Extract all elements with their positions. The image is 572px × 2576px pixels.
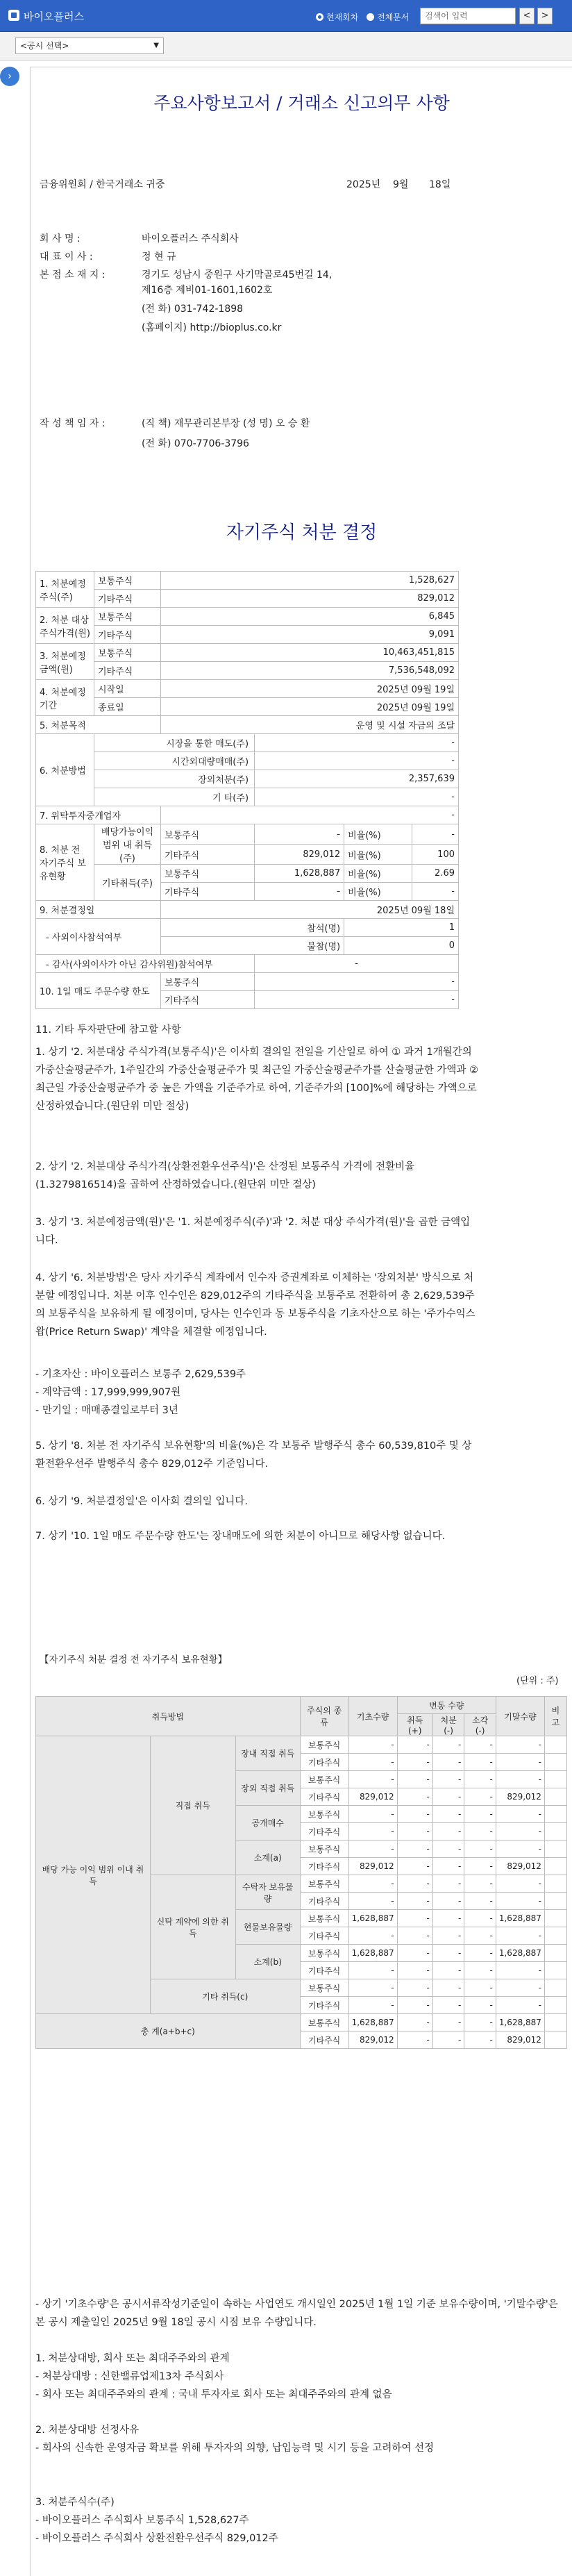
t2-cell: - (432, 1979, 464, 1997)
radio-current-label: 현재회차 (326, 13, 359, 22)
t2-cell: - (397, 1736, 432, 1754)
t2-cell: 829,012 (496, 1858, 544, 1875)
t2-cell: 기타주식 (300, 1997, 348, 2014)
t2-cell: - (432, 1893, 464, 1910)
t1-value: 6,845 (161, 608, 459, 626)
t2-cell: - (432, 1875, 464, 1893)
t1-r8b: 기타취득(주) (94, 865, 161, 901)
t2-cell: - (397, 1910, 432, 1927)
company-phone: (전 화) 031-742-1898 (142, 304, 244, 315)
t1-type: 보통주식 (94, 644, 161, 662)
t2-cell: - (432, 2014, 464, 2031)
t1-ratio: 비율(%) (344, 845, 412, 865)
t1-row8-label: 8. 처분 전 자기주식 보유현황 (36, 824, 94, 901)
t1-value: - (255, 883, 344, 901)
t2-cell (544, 1858, 566, 1875)
radio-all-docs[interactable] (367, 11, 409, 23)
t1-start: 시작일 (94, 680, 161, 698)
t1-value: 100 (412, 845, 459, 865)
company-label-name: 회 사 명 : (40, 233, 81, 244)
note-4b: - 계약금액 : 17,999,999,907원 (35, 1387, 181, 1398)
company-address-1: 경기도 성남시 중원구 사기막골로45번길 14, (142, 269, 333, 281)
t1-ratio: 비율(%) (344, 824, 412, 845)
t2-cell: - (397, 2031, 432, 2049)
date-month: 9월 (393, 179, 409, 190)
t2-cell: 기타 취득(c) (150, 1979, 300, 2014)
t2-head: 비고 (544, 1697, 566, 1736)
t2-cell: 보통주식 (300, 1806, 348, 1823)
t2-cell: 공개매수 (235, 1806, 300, 1840)
t2-cell: - (496, 1962, 544, 1979)
t1-type: 보통주식 (94, 608, 161, 626)
top-bar (0, 0, 572, 32)
t1-value: - (255, 824, 344, 845)
notes2-6: 3. 처분주식수(주) (35, 2497, 115, 2508)
t2-cell: - (397, 1945, 432, 1962)
t2-cell: - (397, 1771, 432, 1788)
t2-cell (544, 1771, 566, 1788)
t2-cell: - (432, 1736, 464, 1754)
t2-cell: - (348, 1875, 397, 1893)
t1-value: - (255, 734, 459, 752)
t2-cell (544, 2031, 566, 2049)
t2-cell: - (397, 1875, 432, 1893)
date-day: 18일 (429, 179, 451, 190)
note-4c: - 만기일 : 매매종결일로부터 3년 (35, 1405, 178, 1416)
t1-type: 보통주식 (94, 572, 161, 590)
addressee: 금융위원회 / 한국거래소 귀중 (40, 179, 165, 190)
t2-head: 취득(+) (397, 1714, 432, 1736)
t2-cell: - (464, 1875, 496, 1893)
company-homepage: (홈페이지) http://bioplus.co.kr (142, 322, 282, 333)
t2-cell (544, 1823, 566, 1840)
note-4: 4. 상기 '6. 처분방법'은 당사 자기주식 계좌에서 인수자 증권계좌로 이체하는 '장외처분' 방식으로 처분할 예정입니다. 처분 이후 인수인은 829,012주의 기타주식을 보통주로 전환하여 총 2,629,539주의 보통주식을 보유하게 될 예정이며, 당사는 인수인과 동 보통주식을 기초자산으로 하는 '주가수익스왑(Price Return Swap)' 계약을 체결할 예정입니다. (35, 1272, 476, 1338)
t1-value: 2025년 09월 19일 (161, 680, 459, 698)
t1-end: 종료일 (94, 698, 161, 716)
note-5: 5. 상기 '8. 처분 전 자기주식 보유현황'의 비율(%)은 각 보통주 발행주식 총수 60,539,810주 및 상환전환우선주 발행주식 총수 829,012주 기준입니다. (35, 1440, 472, 1470)
t1-value: 10,463,451,815 (161, 644, 459, 662)
t2-cell: 보통주식 (300, 1736, 348, 1754)
t2-cell: - (496, 1840, 544, 1858)
t2-cell: 1,628,887 (348, 1945, 397, 1962)
t2-cell: - (464, 1945, 496, 1962)
sidebar-toggle-button[interactable]: › (0, 67, 19, 86)
notes2-1: 1. 처분상대방, 회사 또는 최대주주와의 관계 (35, 2353, 230, 2364)
t2-cell: 보통주식 (300, 1945, 348, 1962)
t2-cell: 소계(a) (235, 1840, 300, 1875)
t1-row9a-label: - 사외이사참석여부 (36, 919, 161, 955)
t2-cell (544, 1736, 566, 1754)
t2-head: 변동 수량 (397, 1697, 496, 1714)
t2-cell: 장내 직접 취득 (235, 1736, 300, 1771)
t2-cell: - (432, 1788, 464, 1806)
t1-type: 보통주식 (161, 865, 255, 883)
t2-cell: - (464, 1840, 496, 1858)
t2-cell: - (464, 1962, 496, 1979)
radio-on-icon (316, 13, 323, 21)
logo-icon (8, 10, 19, 21)
writer-phone: (전 화) 070-7706-3796 (142, 438, 249, 449)
t1-type: 기타주식 (94, 626, 161, 644)
note-1: 1. 상기 '2. 처분대상 주식가격(보통주식)'은 이사회 결의일 전일을 기산일로 하여 ① 과거 1개월간의 가중산술평균주가, 1주일간의 가중산술평균주가 및 최근일 가중산술평균주가를 산술평균한 가액과 ② 최근일 가중산술평균주가 중 높은 가액을 기준주가로 하여, 기준주가의 [100]%에 해당하는 가액으로 산정하였습니다.(원단위 미만 절상) (35, 1047, 478, 1112)
t2-cell: - (496, 1875, 544, 1893)
company-label-address: 본 점 소 재 지 : (40, 269, 106, 281)
t2-cell: - (496, 1997, 544, 2014)
t1-value: 2025년 09월 19일 (161, 698, 459, 716)
note-4a: - 기초자산 : 바이오플러스 보통주 2,629,539주 (35, 1369, 246, 1380)
t2-cell: - (397, 1840, 432, 1858)
t2-cell: - (348, 1736, 397, 1754)
t2-cell: 보통주식 (300, 1875, 348, 1893)
t2-note: - 상기 '기초수량'은 공시서류작성기준일이 속하는 사업연도 개시일인 2025년 1월 1일 기준 보유수량이며, '기말수량'은 본 공시 제출일인 2025년 9월 18일 공시 시점 보유 수량입니다. (35, 2299, 558, 2328)
note-heading: 11. 기타 투자판단에 참고할 사항 (35, 1024, 181, 1036)
t1-method: 장외처분(주) (94, 770, 255, 788)
page-title: 주요사항보고서 / 거래소 신고의무 사항 (153, 93, 450, 113)
writer-label: 작 성 책 임 자 : (40, 418, 106, 429)
t2-head: 기초수량 (348, 1697, 397, 1736)
company-name: 바이오플러스 주식회사 (142, 233, 239, 244)
t2-cell: 장외 직접 취득 (235, 1771, 300, 1806)
note-2: 2. 상기 '2. 처분대상 주식가격(상환전환우선주식)'은 산정된 보통주식 가격에 전환비율(1.327981651​4)을 곱하여 산정하였습니다.(원단위 미만 절상) (35, 1161, 415, 1190)
t2-cell: - (432, 1997, 464, 2014)
t2-cell: 기타주식 (300, 1788, 348, 1806)
t2-cell: - (464, 2031, 496, 2049)
notes2-3: - 회사 또는 최대주주와의 관계 : 국내 투자자로 회사 또는 최대주주와의 관계 없음 (35, 2389, 392, 2400)
t2-cell: 소계(b) (235, 1945, 300, 1979)
select-bar (0, 32, 572, 61)
t1-row10-label: 10. 1일 매도 주문수량 한도 (36, 973, 161, 1009)
t2-cell: - (464, 1806, 496, 1823)
t2-cell: - (397, 1806, 432, 1823)
t2-cell: - (432, 1962, 464, 1979)
t2-cell: 신탁 계약에 의한 취득 (150, 1875, 235, 1979)
t2-cell: - (432, 1910, 464, 1927)
chevron-down-icon: ▼ (153, 42, 159, 49)
t2-cell (544, 1893, 566, 1910)
t1-value: 운영 및 시설 자금의 조달 (161, 716, 459, 734)
t1-ratio: 비율(%) (344, 865, 412, 883)
t1-r8a: 배당가능이익 범위 내 취득(주) (94, 824, 161, 865)
t2-cell: 1,628,887 (496, 1910, 544, 1927)
table2-caption: 【자기주식 처분 결정 전 자기주식 보유현황】 (40, 1654, 228, 1665)
t2-cell: - (397, 1997, 432, 2014)
t1-attend: 참석(명) (161, 919, 344, 937)
t2-cell (544, 1754, 566, 1771)
t2-cell: 829,012 (348, 1788, 397, 1806)
t2-cell: - (496, 1806, 544, 1823)
t2-cell (544, 1875, 566, 1893)
t2-cell: - (496, 1893, 544, 1910)
radio-all-docs-label: 전체문서 (377, 13, 410, 22)
t1-value: 2.69 (412, 865, 459, 883)
next-button[interactable]: > (537, 8, 553, 24)
t2-cell: - (464, 1979, 496, 1997)
t2-cell: - (348, 1771, 397, 1788)
t2-cell: 829,012 (348, 1858, 397, 1875)
t2-cell: 1,628,887 (496, 1945, 544, 1962)
t2-cell: - (348, 1927, 397, 1945)
t1-value: - (255, 788, 459, 806)
t2-cell: 829,012 (348, 2031, 397, 2049)
t2-cell: - (496, 1979, 544, 1997)
note-3: 3. 상기 '3. 처분예정금액(원)'은 '1. 처분예정주식(주)'과 '2. 처분 대상 주식가격(원)'을 곱한 금액입니다. (35, 1217, 471, 1246)
t2-cell (544, 1840, 566, 1858)
t2-cell: 보통주식 (300, 1840, 348, 1858)
t1-row7-label: 7. 위탁투자중개업자 (36, 806, 161, 824)
t2-cell: 보통주식 (300, 1910, 348, 1927)
t2-cell: 기타주식 (300, 1858, 348, 1875)
t1-type: 보통주식 (161, 824, 255, 845)
t2-cell: - (397, 1893, 432, 1910)
t2-cell: - (464, 1997, 496, 2014)
t2-cell: - (348, 1997, 397, 2014)
t2-cell (544, 1806, 566, 1823)
date-year: 2025년 (346, 179, 381, 190)
t2-cell: - (496, 1927, 544, 1945)
t2-cell: - (464, 1927, 496, 1945)
t2-cell: 829,012 (496, 2031, 544, 2049)
t2-cell: 기타주식 (300, 1754, 348, 1771)
t1-method: 기 타(주) (94, 788, 255, 806)
t1-value: 7,536,548,092 (161, 662, 459, 680)
t2-cell: 보통주식 (300, 1979, 348, 1997)
t1-value: - (412, 883, 459, 901)
t2-cell (544, 1788, 566, 1806)
t1-value: 9,091 (161, 626, 459, 644)
radio-current[interactable] (316, 11, 358, 23)
t2-cell (544, 1927, 566, 1945)
document-select[interactable] (15, 38, 164, 54)
t1-row5-label: 5. 처분목적 (36, 716, 161, 734)
t2-cell: - (348, 1823, 397, 1840)
t1-value: - (161, 806, 459, 824)
t1-value: 1,628,887 (255, 865, 344, 883)
notes2-4: 2. 처분상대방 선정사유 (35, 2425, 140, 2436)
t1-value: - (255, 991, 459, 1009)
t1-value: 1 (344, 919, 459, 937)
t2-cell: - (348, 1754, 397, 1771)
t2-cell: 수탁자 보유물량 (235, 1875, 300, 1910)
t2-cell: - (432, 1927, 464, 1945)
t2-head: 처분(-) (432, 1714, 464, 1736)
t2-cell: - (464, 1858, 496, 1875)
t2-cell: - (397, 1962, 432, 1979)
t2-cell: - (464, 2014, 496, 2031)
t2-cell (544, 1910, 566, 1927)
t1-value: 829,012 (161, 590, 459, 608)
notes2-7: - 바이오플러스 주식회사 보통주식 1,528,627주 (35, 2515, 249, 2526)
t2-cell: 직접 취득 (150, 1736, 235, 1875)
t2-head: 기말수량 (496, 1697, 544, 1736)
t2-cell: - (464, 1788, 496, 1806)
t2-cell (544, 1979, 566, 1997)
t2-head: 주식의 종류 (300, 1697, 348, 1736)
t1-method: 시간외대량매매(주) (94, 752, 255, 770)
t2-head: 소각(-) (464, 1714, 496, 1736)
t1-type: 기타주식 (94, 662, 161, 680)
disposal-table (35, 571, 459, 1009)
t1-value: 2025년 09월 18일 (161, 901, 459, 919)
t1-type: 기타주식 (94, 590, 161, 608)
t2-cell: 기타주식 (300, 1893, 348, 1910)
t2-cell: - (432, 1806, 464, 1823)
t1-row9-label: 9. 처분결정일 (36, 901, 161, 919)
t1-value: - (255, 973, 459, 991)
t2-cell: - (348, 1979, 397, 1997)
t2-cell: - (432, 1823, 464, 1840)
t1-value: - (255, 955, 459, 973)
t2-cell: - (464, 1771, 496, 1788)
radio-off-icon (367, 13, 374, 21)
t2-cell: 1,628,887 (348, 1910, 397, 1927)
t1-type: 기타주식 (161, 845, 255, 865)
t2-cell: - (348, 1840, 397, 1858)
t2-cell (544, 1962, 566, 1979)
t2-cell: 총 계(a+b+c) (36, 2014, 301, 2049)
t2-cell: 829,012 (496, 1788, 544, 1806)
t2-cell (544, 1945, 566, 1962)
document-body (30, 67, 572, 2576)
t1-type: 보통주식 (161, 973, 255, 991)
t2-cell: - (432, 1858, 464, 1875)
section-title: 자기주식 처분 결정 (226, 522, 378, 543)
t2-cell: - (397, 1858, 432, 1875)
t2-cell: - (432, 1840, 464, 1858)
t2-head: 취득방법 (36, 1697, 301, 1736)
company-ceo: 정 현 규 (142, 251, 176, 263)
t2-cell: - (348, 1806, 397, 1823)
t2-cell: - (348, 1962, 397, 1979)
t1-value: 2,357,639 (255, 770, 459, 788)
t2-cell: - (397, 1754, 432, 1771)
t2-cell: - (496, 1771, 544, 1788)
site-name: 바이오플러스 (24, 10, 84, 23)
t2-cell: 보통주식 (300, 2014, 348, 2031)
t1-value: 829,012 (255, 845, 344, 865)
t2-cell: 배당 가능 이익 범위 이내 취득 (36, 1736, 151, 2014)
writer-info: (직 책) 재무관리본부장 (성 명) 오 승 환 (142, 418, 310, 429)
t2-cell: - (496, 1754, 544, 1771)
holdings-table (35, 1696, 567, 2049)
table2-unit: (단위 : 주) (516, 1676, 559, 1686)
t1-type: 기타주식 (161, 883, 255, 901)
company-address-2: 제16층 제비01-1601,1602호 (142, 285, 273, 296)
t2-cell: 1,628,887 (348, 2014, 397, 2031)
t2-cell: 기타주식 (300, 1823, 348, 1840)
t1-row2-label: 2. 처분 대상 주식가격(원) (36, 608, 94, 644)
t2-cell: 1,628,887 (496, 2014, 544, 2031)
t2-cell: - (348, 1893, 397, 1910)
t2-cell: - (496, 1736, 544, 1754)
t2-cell: 기타주식 (300, 1927, 348, 1945)
notes2-2: - 처분상대방 : 신한밸류업제13차 주식회사 (35, 2371, 224, 2382)
t2-cell: 기타주식 (300, 1962, 348, 1979)
t1-row9b-label: - 감사(사외이사가 아닌 감사위원)참석여부 (36, 955, 255, 973)
t2-cell: - (432, 1771, 464, 1788)
t2-cell: - (464, 1910, 496, 1927)
t1-value: 0 (344, 937, 459, 955)
t2-cell: - (397, 1979, 432, 1997)
notes2-8: - 바이오플러스 주식회사 상환전환우선주식 829,012주 (35, 2533, 278, 2544)
t2-cell (544, 2014, 566, 2031)
t1-value: - (412, 824, 459, 845)
t2-cell: - (432, 1754, 464, 1771)
t1-value: 1,528,627 (161, 572, 459, 590)
notes2-5: - 회사의 신속한 운영자금 확보를 위해 투자자의 의향, 납입능력 및 시기 등을 고려하여 선정 (35, 2443, 435, 2454)
note-6: 6. 상기 '9. 처분결정일'은 이사회 결의일 입니다. (35, 1496, 249, 1507)
t2-cell: 현물보유물량 (235, 1910, 300, 1945)
t2-cell: 보통주식 (300, 1771, 348, 1788)
t2-cell: - (464, 1823, 496, 1840)
t2-cell: - (397, 1823, 432, 1840)
t1-method: 시장을 통한 매도(주) (94, 734, 255, 752)
prev-button[interactable]: < (519, 8, 535, 24)
t1-row1-label: 1. 처분예정주식(주) (36, 572, 94, 608)
t2-cell: - (464, 1893, 496, 1910)
t1-row3-label: 3. 처분예정금액(원) (36, 644, 94, 680)
t2-cell: - (397, 2014, 432, 2031)
t1-type: 기타주식 (161, 991, 255, 1009)
t1-ratio: 비율(%) (344, 883, 412, 901)
t1-row6-label: 6. 처분방법 (36, 734, 94, 806)
t2-cell: - (432, 2031, 464, 2049)
t2-cell: - (397, 1927, 432, 1945)
t2-cell: - (464, 1754, 496, 1771)
note-7: 7. 상기 '10. 1일 매도 주문수량 한도'는 장내매도에 의한 처분이 아니므로 해당사항 없습니다. (35, 1531, 446, 1542)
t1-value: - (255, 752, 459, 770)
document-select-value: <공시 선택> (20, 41, 69, 51)
t1-row4-label: 4. 처분예정기간 (36, 680, 94, 716)
company-label-ceo: 대 표 이 사 : (40, 251, 93, 263)
t2-cell (544, 1997, 566, 2014)
t2-cell: - (432, 1945, 464, 1962)
search-input[interactable]: 검색어 입력 (420, 8, 516, 24)
t2-cell: 기타주식 (300, 2031, 348, 2049)
t2-cell: - (496, 1823, 544, 1840)
t2-cell: - (464, 1736, 496, 1754)
t2-cell: - (397, 1788, 432, 1806)
t1-absent: 불참(명) (161, 937, 344, 955)
